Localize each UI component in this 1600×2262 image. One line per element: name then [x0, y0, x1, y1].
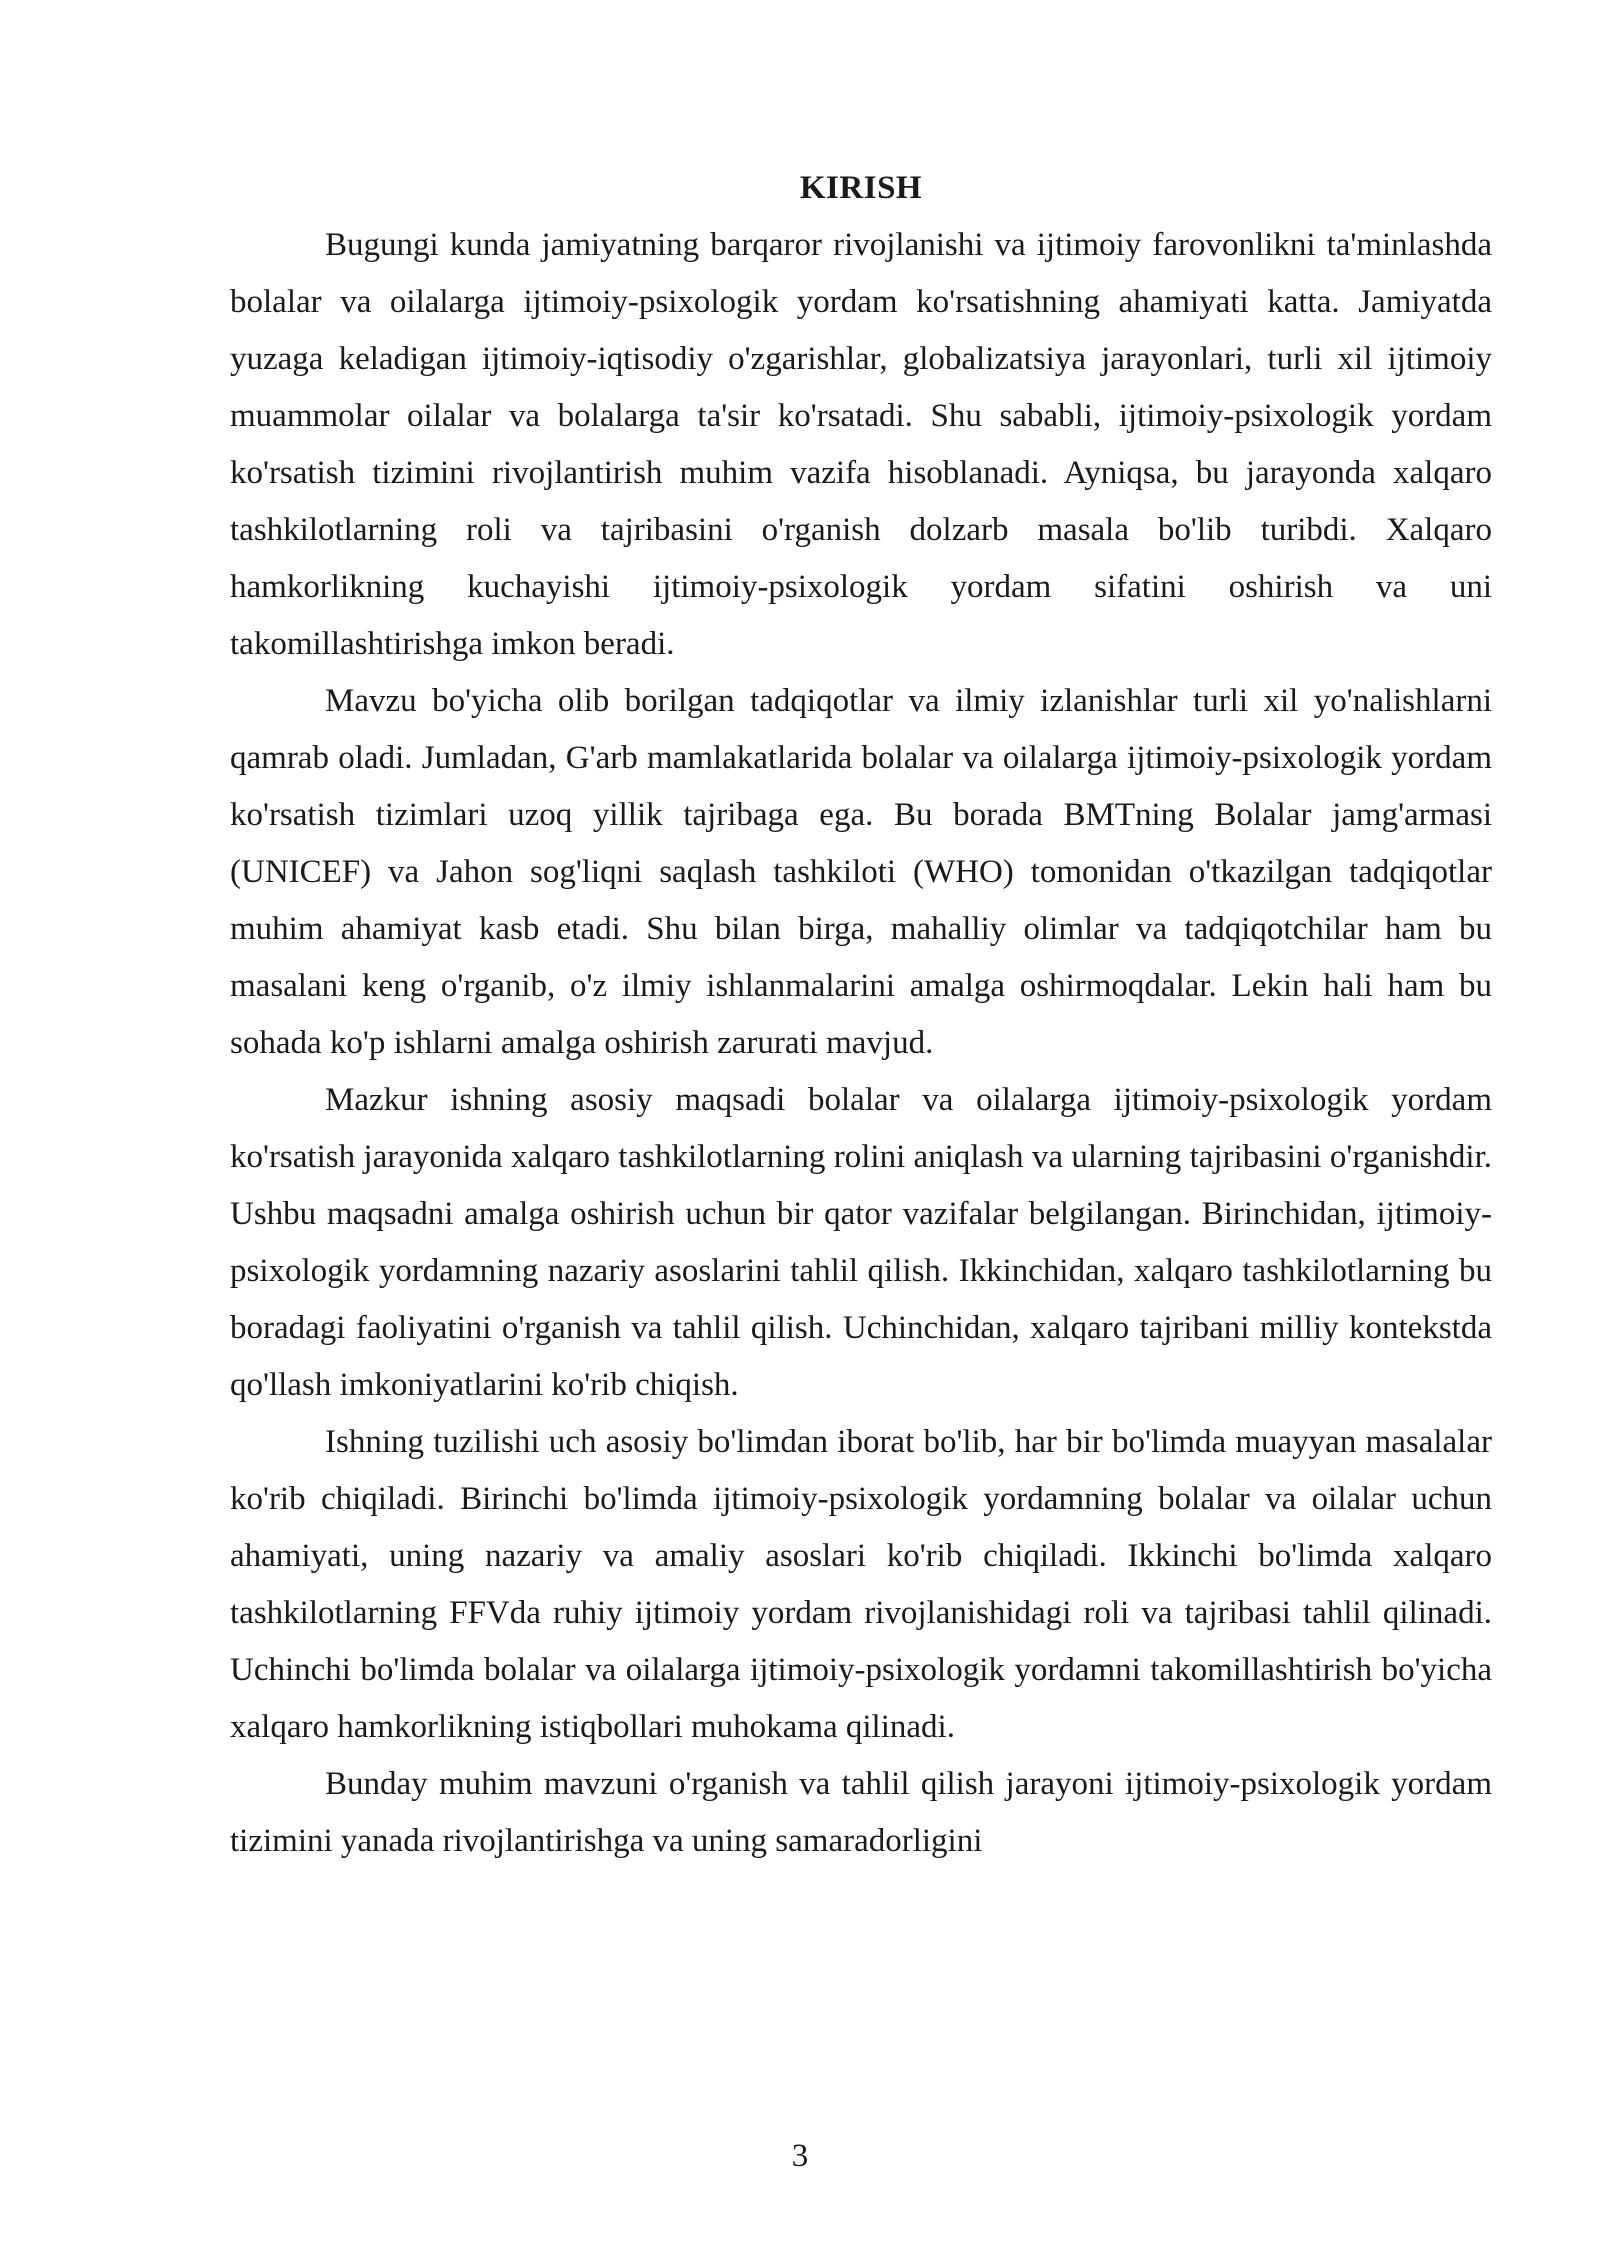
- page-number: 3: [791, 2138, 809, 2174]
- page-content: [230, 160, 1492, 1870]
- paragraph-3: Mazkur ishning asosiy maqsadi bolalar va oilalarga ijtimoiy-psixologik yordam ko'rsatish jarayonida xalqaro tashkilotlarning rolini aniqlash va ularning tajribasini o'rganishdir. Ushbu maqsadni amalga oshirish uchun bir qator vazifalar belgilangan. Birinchidan, ijtimoiy-psixologik yordamning nazariy asoslarini tahlil qilish. Ikkinchidan, xalqaro tashkilotlarning bu boradagi faoliyatini o'rganish va tahlil qilish. Uchinchidan, xalqaro tajribani milliy kontekstda qo'llash imkoniyatlarini ko'rib chiqish.: [230, 1082, 1492, 1403]
- paragraph-4: Ishning tuzilishi uch asosiy bo'limdan iborat bo'lib, har bir bo'limda muayyan masalalar ko'rib chiqiladi. Birinchi bo'limda ijtimoiy-psixologik yordamning bolalar va oilalar uchun ahamiyati, uning nazariy va amaliy asoslari ko'rib chiqiladi. Ikkinchi bo'limda xalqaro tashkilotlarning FFVda ruhiy ijtimoiy yordam rivojlanishidagi roli va tajribasi tahlil qilinadi. Uchinchi bo'limda bolalar va oilalarga ijtimoiy-psixologik yordamni takomillashtirish bo'yicha xalqaro hamkorlikning istiqbollari muhokama qilinadi.: [230, 1424, 1492, 1745]
- paragraph-2: Mavzu bo'yicha olib borilgan tadqiqotlar va ilmiy izlanishlar turli xil yo'nalishlarni qamrab oladi. Jumladan, G'arb mamlakatlarida bolalar va oilalarga ijtimoiy-psixologik yordam ko'rsatish tizimlari uzoq yillik tajribaga ega. Bu borada BMTning Bolalar jamg'armasi (UNICEF) va Jahon sog'liqni saqlash tashkiloti (WHO) tomonidan o'tkazilgan tadqiqotlar muhim ahamiyat kasb etadi. Shu bilan birga, mahalliy olimlar va tadqiqotchilar ham bu masalani keng o'rganib, o'z ilmiy ishlanmalarini amalga oshirmoqdalar. Lekin hali ham bu sohada ko'p ishlarni amalga oshirish zarurati mavjud.: [230, 683, 1492, 1061]
- paragraph-1: Bugungi kunda jamiyatning barqaror rivojlanishi va ijtimoiy farovonlikni ta'minlashda bolalar va oilalarga ijtimoiy-psixologik yordam ko'rsatishning ahamiyati katta. Jamiyatda yuzaga keladigan ijtimoiy-iqtisodiy o'zgarishlar, globalizatsiya jarayonlari, turli xil ijtimoiy muammolar oilalar va bolalarga ta'sir ko'rsatadi. Shu sababli, ijtimoiy-psixologik yordam ko'rsatish tizimini rivojlantirish muhim vazifa hisoblanadi. Ayniqsa, bu jarayonda xalqaro tashkilotlarning roli va tajribasini o'rganish dolzarb masala bo'lib turibdi. Xalqaro hamkorlikning kuchayishi ijtimoiy-psixologik yordam sifatini oshirish va uni takomillashtirishga imkon beradi.: [230, 227, 1492, 662]
- paragraph-5: Bunday muhim mavzuni o'rganish va tahlil qilish jarayoni ijtimoiy-psixologik yordam tizimini yanada rivojlantirishga va uning samaradorligini: [230, 1766, 1492, 1859]
- section-title: KIRISH: [799, 170, 923, 206]
